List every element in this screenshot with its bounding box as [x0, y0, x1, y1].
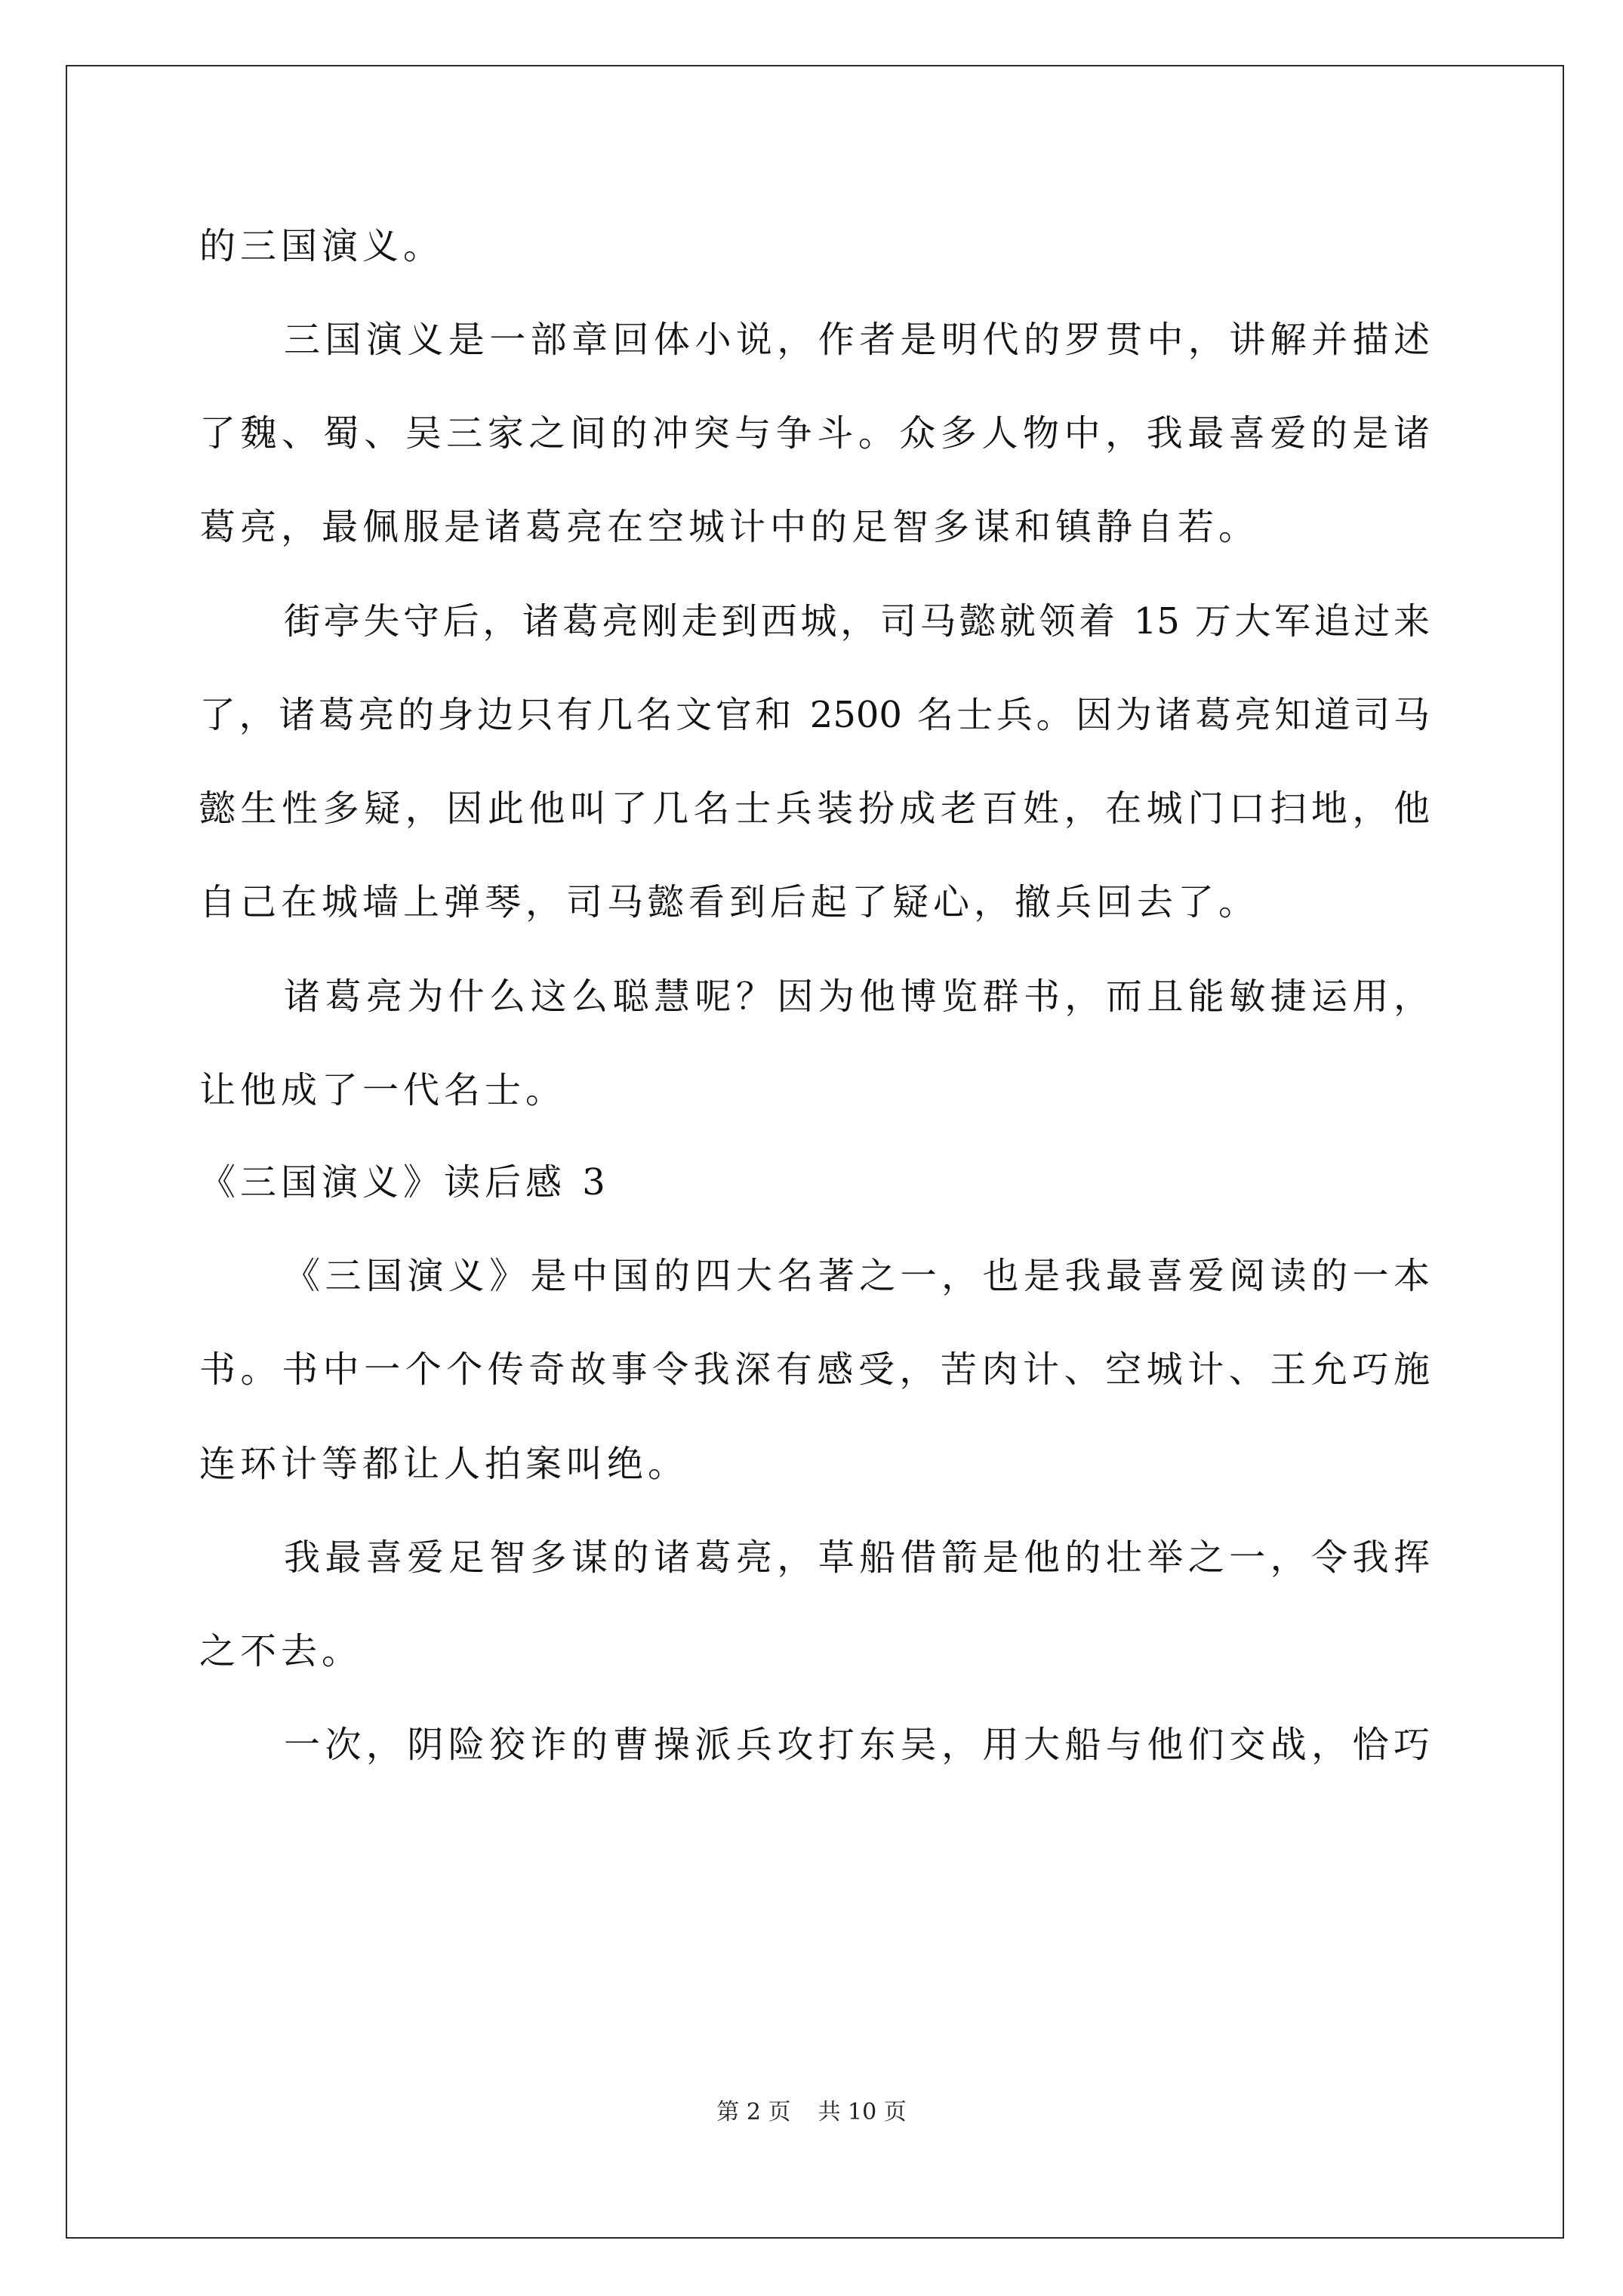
- paragraph-first-line: 诸葛亮为什么这么聪慧呢？因为他博览群书，而且能敏捷运用，: [284, 975, 1430, 1018]
- text-line: 书。书中一个个传奇故事令我深有感受，苦肉计、空城计、王允巧施: [199, 1348, 1430, 1391]
- text-line: 自己在城墙上弹琴，司马懿看到后起了疑心，撤兵回去了。: [199, 881, 1260, 923]
- text-line: 的三国演义。: [199, 225, 445, 267]
- page-border: [66, 65, 1564, 2239]
- page-footer: [0, 2097, 1623, 2128]
- text-line: 了，诸葛亮的身边只有几名文官和 2500 名士兵。因为诸葛亮知道司马: [199, 694, 1430, 736]
- text-line: 葛亮，最佩服是诸葛亮在空城计中的足智多谋和镇静自若。: [199, 506, 1260, 548]
- paragraph-first-line: 一次，阴险狡诈的曹操派兵攻打东吴，用大船与他们交战，恰巧: [284, 1724, 1430, 1766]
- paragraph-first-line: 我最喜爱足智多谋的诸葛亮，草船借箭是他的壮举之一，令我挥: [284, 1536, 1430, 1579]
- text-line: 懿生性多疑，因此他叫了几名士兵装扮成老百姓，在城门口扫地，他: [199, 787, 1430, 830]
- page-total: 共 10 页: [818, 2099, 907, 2125]
- section-heading: 《三国演义》读后感 3: [199, 1161, 610, 1203]
- text-line: 了魏、蜀、吴三家之间的冲突与争斗。众多人物中，我最喜爱的是诸: [199, 412, 1430, 455]
- text-line: 连环计等都让人拍案叫绝。: [199, 1443, 689, 1485]
- text-line: 之不去。: [199, 1630, 363, 1672]
- paragraph-first-line: 街亭失守后，诸葛亮刚走到西城，司马懿就领着 15 万大军追过来: [284, 600, 1430, 643]
- paragraph-first-line: 《三国演义》是中国的四大名著之一，也是我最喜爱阅读的一本: [284, 1255, 1430, 1297]
- text-line: 让他成了一代名士。: [199, 1069, 567, 1111]
- paragraph-first-line: 三国演义是一部章回体小说，作者是明代的罗贯中，讲解并描述: [284, 319, 1430, 361]
- page-number: 第 2 页: [716, 2099, 791, 2125]
